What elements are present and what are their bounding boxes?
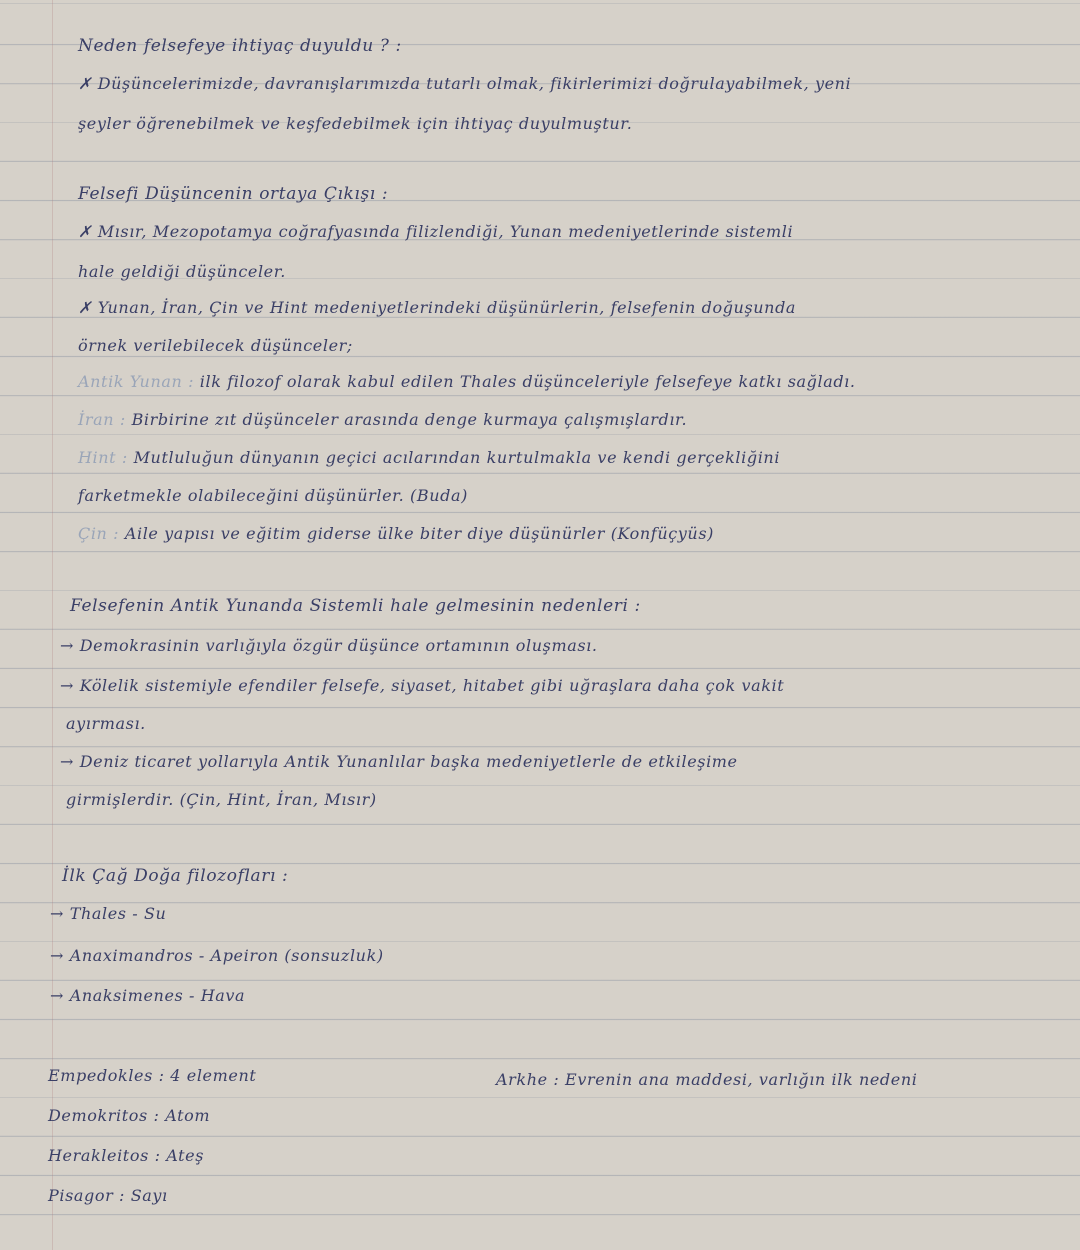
note-line: örnek verilebilecek düşünceler; <box>78 336 353 355</box>
heading-nature-philosophers: İlk Çağ Doğa filozofları : <box>62 866 289 886</box>
heading-philosophical-thought: Felsefi Düşüncenin ortaya Çıkışı : <box>78 184 389 204</box>
note-line: ayırması. <box>66 714 146 733</box>
iran-label: İran : <box>78 410 126 429</box>
note-line-antik-yunan <box>78 372 856 391</box>
note-line: farketmekle olabileceğini düşünürler. (Buda) <box>78 486 468 505</box>
note-line: hale geldiği düşünceler. <box>78 262 286 281</box>
note-line: → Demokrasinin varlığıyla özgür düşünce ortamının oluşması. <box>60 636 598 655</box>
list-item: Pisagor : Sayı <box>48 1186 168 1205</box>
cin-label: Çin : <box>78 524 120 543</box>
iran-text: Birbirine zıt düşünceler arasında denge kurmaya çalışmışlardır. <box>125 410 688 429</box>
heading-antik-yunan-reasons: Felsefenin Antik Yunanda Sistemli hale gelmesinin nedenleri : <box>70 596 641 616</box>
note-line: ✗ Düşüncelerimizde, davranışlarımızda tutarlı olmak, fikirlerimizi doğrulayabilmek, yeni <box>78 74 852 93</box>
note-line: → Kölelik sistemiyle efendiler felsefe, siyaset, hitabet gibi uğraşlara daha çok vakit <box>60 676 785 695</box>
hint-label: Hint : <box>78 448 128 467</box>
cin-text: Aile yapısı ve eğitim giderse ülke biter diye düşünürler (Konfüçyüs) <box>119 524 714 543</box>
note-line: şeyler öğrenebilmek ve keşfedebilmek için ihtiyaç duyulmuştur. <box>78 114 633 133</box>
list-item: Herakleitos : Ateş <box>48 1146 205 1165</box>
note-line: ✗ Yunan, İran, Çin ve Hint medeniyetlerindeki düşünürlerin, felsefenin doğuşunda <box>78 298 797 317</box>
list-item: → Anaksimenes - Hava <box>50 986 246 1005</box>
note-line: girmişlerdir. (Çin, Hint, İran, Mısır) <box>66 790 377 809</box>
note-line-hint <box>78 448 780 467</box>
note-line-iran <box>78 410 687 429</box>
hint-text: Mutluluğun dünyanın geçici acılarından kurtulmakla ve kendi gerçekliğini <box>127 448 781 467</box>
heading-why-philosophy: Neden felsefeye ihtiyaç duyuldu ? : <box>78 36 402 56</box>
list-item: → Thales - Su <box>50 904 167 923</box>
arkhe-definition: Arkhe : Evrenin ana maddesi, varlığın ilk nedeni <box>496 1070 918 1089</box>
list-item: Demokritos : Atom <box>48 1106 211 1125</box>
list-item: Empedokles : 4 element <box>48 1066 257 1085</box>
note-line: ✗ Mısır, Mezopotamya coğrafyasında filizlendiği, Yunan medeniyetlerinde sistemli <box>78 222 794 241</box>
list-item: → Anaximandros - Apeiron (sonsuzluk) <box>50 946 384 965</box>
antik-yunan-label: Antik Yunan : <box>78 372 195 391</box>
note-line: → Deniz ticaret yollarıyla Antik Yunanlılar başka medeniyetlerle de etkileşime <box>60 752 738 771</box>
antik-yunan-text: ilk filozof olarak kabul edilen Thales düşünceleriyle felsefeye katkı sağladı. <box>194 372 856 391</box>
margin-line <box>52 0 53 1250</box>
note-line-cin <box>78 524 714 543</box>
